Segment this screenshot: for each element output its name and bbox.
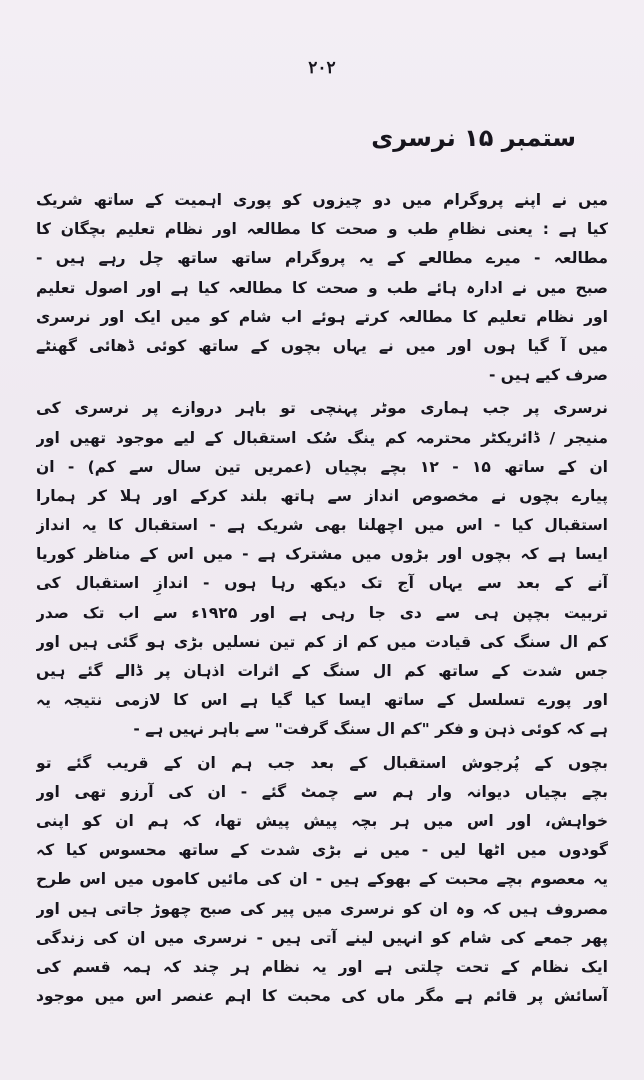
text-line: مطالعہ - میرے مطالعے کے یہ پروگرام ساتھ ساتھ چل رہے ہیں - (36, 249, 608, 268)
page-number: ۲۰۲ (308, 58, 336, 78)
text-line: یہ معصوم بچے محبت کے بھوکے ہیں - ان کی مائیں کاموں میں اس طرح (36, 870, 608, 889)
text-line: اور پورے تسلسل کے ساتھ ایسا کیا گیا ہے اس کا لازمی نتیجہ یہ (36, 691, 608, 710)
text-line: بچوں کے پُرجوش استقبال کے بعد جب ہم ان کے قریب گئے تو (36, 753, 608, 772)
paragraph-2 (36, 394, 608, 744)
text-line: آنے کے بعد سے یہاں آج تک دیکھ رہا ہوں - اندازِ استقبال کی (36, 574, 608, 593)
text-line: پھر جمعے کی شام کو انہیں لینے آتی ہیں - نرسری میں ان کی زندگی (36, 928, 608, 947)
text-line: صرف کیے ہیں - (488, 366, 608, 385)
text-line: ایسا ہے کہ بچوں اور بڑوں میں مشترک ہے - میں اس کے مناظر کوریا (36, 545, 608, 564)
text-line: ہے کہ کوئی ذہن و فکر "کم ال سنگ گرفت" سے باہر نہیں ہے - (133, 720, 608, 739)
text-line: جس شدت کے ساتھ کم ال سنگ کے اثرات اذہان پر ڈالے گئے ہیں (36, 662, 608, 680)
text-line: منیجر / ڈائریکٹر محترمہ کم ینگ سُک استقبال کے لیے موجود تھیں اور (36, 428, 608, 447)
text-line: بچے بچیاں دیوانہ وار ہم سے چمٹ گئے - ان کی آرزو تھی اور (36, 782, 608, 801)
text-line: گودوں میں اٹھا لیں - میں نے بڑی شدت کے ساتھ محسوس کیا کہ (36, 841, 608, 860)
text-line: مصروف ہیں کہ وہ ان کو نرسری میں پیر کی صبح چھوڑ جاتی ہیں اور (36, 899, 608, 918)
text-line: ان کے ساتھ ۱۵ - ۱۲ بچے بچیاں (عمریں تین سال سے کم) - ان (36, 457, 608, 476)
text-line: اور نظام تعلیم کا مطالعہ کرتے ہوئے اب شام کو میں ایک اور نرسری (36, 307, 608, 326)
text-line: تربیت بچپن ہی سے دی جا رہی ہے اور ۱۹۲۵ء سے اب تک صدر (36, 603, 608, 622)
text-line: استقبال کیا - اس میں اچھلنا بھی شریک ہے - استقبال کا یہ انداز (36, 516, 608, 535)
chapter-title: ستمبر ۱۵ نرسری (371, 124, 576, 152)
text-line: آسائش پر قائم ہے مگر ماں کی محبت کا اہم عنصر اس میں موجود (36, 987, 608, 1006)
text-line: پیارے بچوں نے مخصوص انداز سے ہاتھ بلند کرکے اور ہلا کر ہمارا (36, 486, 608, 505)
text-line: خواہش، اور اس میں ہر بچہ پیش پیش تھا، کہ ہم ان کو اپنی (36, 811, 608, 830)
text-line: ایک نظام کے تحت چلتی ہے اور یہ نظام ہر چند کہ ہمہ قسم کی (36, 957, 608, 976)
text-line: کم ال سنگ کی قیادت میں کم از کم تین نسلیں بڑی ہو گئی ہیں اور (36, 632, 608, 651)
text-line: کیا ہے : یعنی نظامِ طب و صحت کا مطالعہ اور نظام تعلیم بچگان کا (36, 220, 608, 239)
text-line: میں نے اپنے پروگرام میں دو چیزوں کو پوری اہمیت کے ساتھ شریک (36, 191, 608, 209)
paragraph-3 (36, 749, 608, 1012)
text-line: صبح میں نے ادارہ ہائے طب و صحت کا مطالعہ کیا ہے اور اصول تعلیم (36, 278, 608, 297)
text-line: میں آ گیا ہوں اور میں نے یہاں بچوں کے ساتھ کوئی ڈھائی گھنٹے (36, 336, 608, 355)
text-line: نرسری پر جب ہماری موٹر پہنچی تو باہر دروازے پر نرسری کی (36, 399, 608, 418)
body-text (36, 186, 608, 1011)
paragraph-1 (36, 186, 608, 390)
